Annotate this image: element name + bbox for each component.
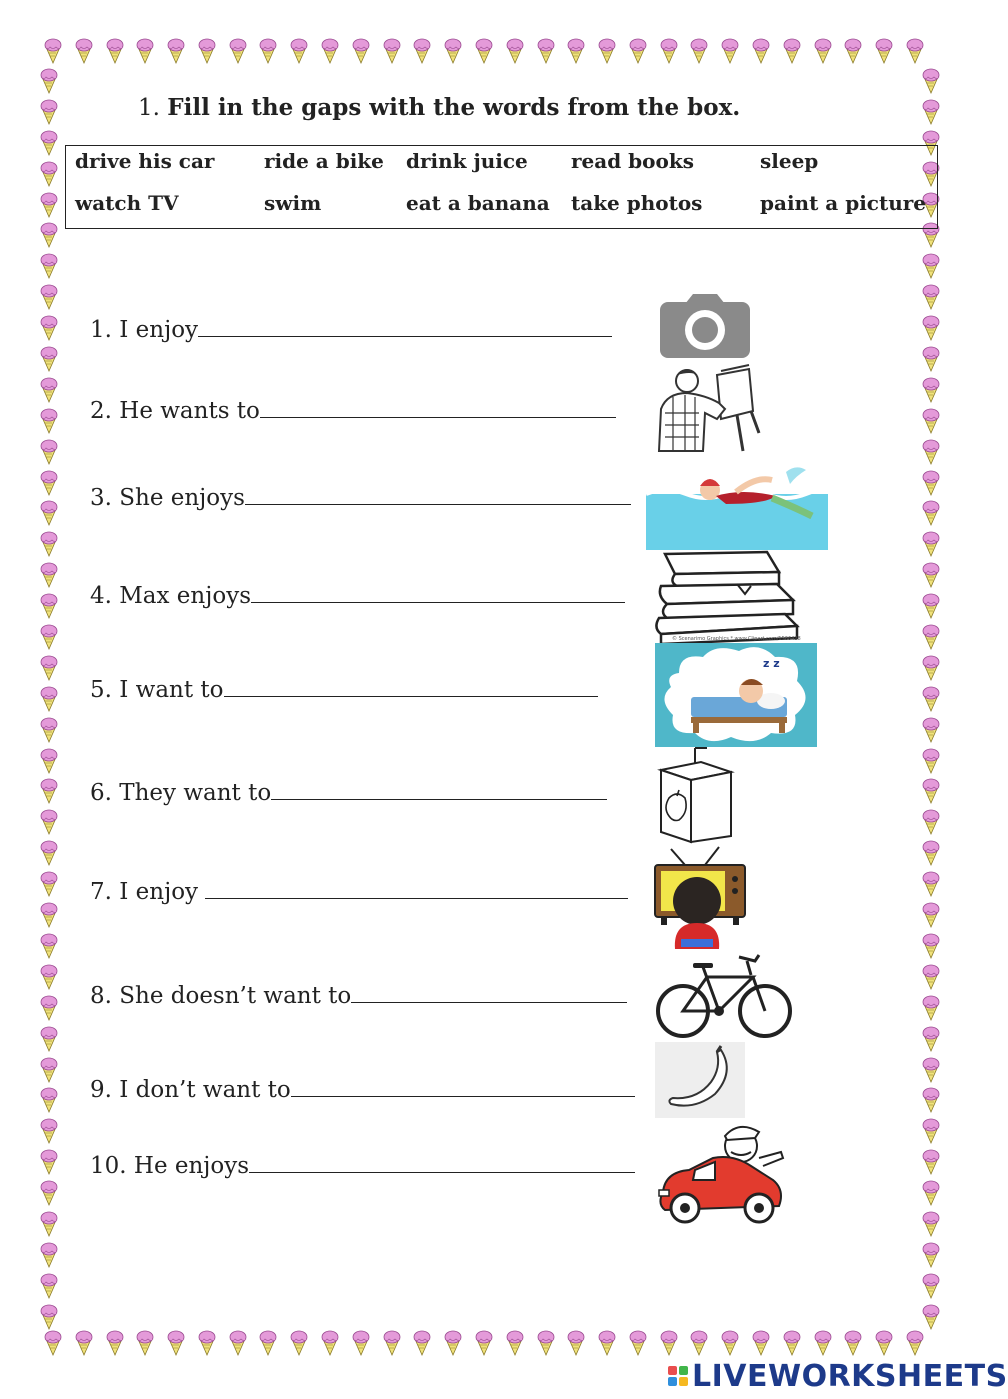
ice-cream-cone-icon	[506, 1330, 524, 1356]
ice-cream-cone-icon	[198, 38, 216, 64]
question-text: 5. I want to	[90, 677, 224, 703]
liveworksheets-logo-icon	[668, 1366, 688, 1386]
question-2	[90, 397, 616, 424]
ice-cream-cone-icon	[40, 840, 58, 866]
word-watch-tv: watch TV	[75, 191, 179, 215]
ice-cream-cone-icon	[875, 1330, 893, 1356]
ice-cream-cone-icon	[475, 1330, 493, 1356]
ice-cream-cone-icon	[40, 809, 58, 835]
exercise-instruction: Fill in the gaps with the words from the box.	[167, 94, 741, 121]
word-ride-a-bike: ride a bike	[264, 149, 384, 173]
ice-cream-cone-icon	[922, 1026, 940, 1052]
ice-cream-cone-icon	[40, 1211, 58, 1237]
pictures-caption: © Scenarimo Graphics * www.Clipart.com/1566428	[672, 636, 801, 642]
ice-cream-cone-icon	[40, 531, 58, 557]
ice-cream-cone-icon	[660, 1330, 678, 1356]
ice-cream-cone-icon	[922, 531, 940, 557]
ice-cream-cone-icon	[444, 38, 462, 64]
answer-blank[interactable]	[271, 779, 607, 800]
question-text: 1. I enjoy	[90, 317, 199, 343]
ice-cream-cone-icon	[906, 1330, 924, 1356]
ice-cream-cone-icon	[922, 346, 940, 372]
ice-cream-cone-icon	[721, 38, 739, 64]
ice-cream-cone-icon	[198, 1330, 216, 1356]
ice-cream-cone-icon	[413, 38, 431, 64]
ice-cream-cone-icon	[922, 439, 940, 465]
ice-cream-cone-icon	[922, 99, 940, 125]
ice-cream-cone-icon	[444, 1330, 462, 1356]
ice-cream-cone-icon	[922, 964, 940, 990]
question-text: 10. He enjoys	[90, 1153, 250, 1179]
ice-cream-cone-icon	[537, 1330, 555, 1356]
banana-icon	[655, 1042, 745, 1118]
ice-cream-cone-icon	[922, 1211, 940, 1237]
question-7	[90, 878, 628, 905]
ice-cream-cone-icon	[844, 1330, 862, 1356]
ice-cream-cone-icon	[40, 871, 58, 897]
question-text: 2. He wants to	[90, 398, 260, 424]
ice-cream-cone-icon	[875, 38, 893, 64]
ice-cream-cone-icon	[40, 995, 58, 1021]
ice-cream-cone-icon	[40, 500, 58, 526]
ice-cream-cone-icon	[567, 1330, 585, 1356]
tv-child-icon	[655, 845, 747, 949]
ice-cream-cone-icon	[598, 38, 616, 64]
ice-cream-cone-icon	[40, 161, 58, 187]
ice-cream-cone-icon	[922, 624, 940, 650]
ice-cream-cone-icon	[136, 38, 154, 64]
ice-cream-cone-icon	[922, 593, 940, 619]
ice-cream-cone-icon	[752, 1330, 770, 1356]
question-4	[90, 582, 625, 609]
ice-cream-cone-icon	[40, 192, 58, 218]
ice-cream-cone-icon	[922, 1242, 940, 1268]
word-drink-juice: drink juice	[406, 149, 528, 173]
ice-cream-cone-icon	[229, 38, 247, 64]
ice-cream-cone-icon	[75, 38, 93, 64]
word-sleep: sleep	[760, 149, 819, 173]
ice-cream-cone-icon	[40, 593, 58, 619]
answer-blank[interactable]	[245, 484, 631, 505]
ice-cream-cone-icon	[40, 1273, 58, 1299]
ice-cream-cone-icon	[922, 284, 940, 310]
exercise-number: 1.	[138, 95, 160, 121]
ice-cream-cone-icon	[40, 964, 58, 990]
ice-cream-cone-icon	[922, 377, 940, 403]
ice-cream-cone-icon	[40, 99, 58, 125]
answer-blank[interactable]	[251, 582, 625, 603]
ice-cream-cone-icon	[906, 38, 924, 64]
ice-cream-cone-icon	[75, 1330, 93, 1356]
ice-cream-cone-icon	[629, 1330, 647, 1356]
ice-cream-cone-icon	[321, 38, 339, 64]
ice-cream-cone-icon	[167, 38, 185, 64]
ice-cream-cone-icon	[167, 1330, 185, 1356]
question-text: 7. I enjoy	[90, 879, 206, 905]
ice-cream-cone-icon	[922, 933, 940, 959]
ice-cream-cone-icon	[40, 377, 58, 403]
camera-icon	[659, 292, 751, 360]
ice-cream-cone-icon	[40, 1149, 58, 1175]
ice-cream-cone-icon	[922, 871, 940, 897]
ice-cream-cone-icon	[814, 1330, 832, 1356]
answer-blank[interactable]	[351, 982, 627, 1003]
ice-cream-cone-icon	[629, 38, 647, 64]
ice-cream-cone-icon	[229, 1330, 247, 1356]
ice-cream-cone-icon	[922, 470, 940, 496]
ice-cream-cone-icon	[40, 1118, 58, 1144]
ice-cream-cone-icon	[922, 840, 940, 866]
ice-cream-cone-icon	[40, 902, 58, 928]
border-left	[40, 68, 60, 1330]
ice-cream-cone-icon	[660, 38, 678, 64]
question-6	[90, 779, 607, 806]
ice-cream-cone-icon	[40, 346, 58, 372]
word-box	[65, 145, 938, 229]
ice-cream-cone-icon	[40, 717, 58, 743]
ice-cream-cone-icon	[537, 38, 555, 64]
sleeping-child-icon	[655, 643, 817, 747]
question-5	[90, 676, 598, 703]
word-swim: swim	[264, 191, 322, 215]
ice-cream-cone-icon	[922, 1304, 940, 1330]
border-top	[44, 38, 924, 68]
juice-box-icon	[655, 746, 737, 846]
car-driver-icon	[655, 1118, 787, 1228]
ice-cream-cone-icon	[922, 717, 940, 743]
liveworksheets-logo	[668, 1358, 1008, 1394]
ice-cream-cone-icon	[40, 686, 58, 712]
ice-cream-cone-icon	[783, 38, 801, 64]
ice-cream-cone-icon	[40, 933, 58, 959]
ice-cream-cone-icon	[40, 1242, 58, 1268]
ice-cream-cone-icon	[922, 68, 940, 94]
ice-cream-cone-icon	[40, 655, 58, 681]
ice-cream-cone-icon	[40, 748, 58, 774]
ice-cream-cone-icon	[506, 38, 524, 64]
ice-cream-cone-icon	[106, 1330, 124, 1356]
word-eat-a-banana: eat a banana	[406, 191, 550, 215]
question-text: 8. She doesn’t want to	[90, 983, 352, 1009]
ice-cream-cone-icon	[922, 1118, 940, 1144]
question-text: 6. They want to	[90, 780, 272, 806]
ice-cream-cone-icon	[40, 439, 58, 465]
ice-cream-cone-icon	[40, 778, 58, 804]
ice-cream-cone-icon	[922, 902, 940, 928]
word-paint-a-picture: paint a picture	[760, 191, 927, 215]
ice-cream-cone-icon	[922, 408, 940, 434]
ice-cream-cone-icon	[922, 1180, 940, 1206]
ice-cream-cone-icon	[44, 38, 62, 64]
ice-cream-cone-icon	[40, 315, 58, 341]
ice-cream-cone-icon	[922, 315, 940, 341]
ice-cream-cone-icon	[922, 778, 940, 804]
ice-cream-cone-icon	[40, 562, 58, 588]
ice-cream-cone-icon	[40, 68, 58, 94]
question-text: 3. She enjoys	[90, 485, 245, 511]
question-text: 4. Max enjoys	[90, 583, 251, 609]
answer-blank[interactable]	[291, 1076, 635, 1097]
ice-cream-cone-icon	[290, 1330, 308, 1356]
border-right	[922, 68, 942, 1330]
question-text: 9. I don’t want to	[90, 1077, 291, 1103]
logo-text: LIVEWORKSHEETS	[692, 1358, 1008, 1394]
ice-cream-cone-icon	[40, 470, 58, 496]
ice-cream-cone-icon	[40, 1057, 58, 1083]
ice-cream-cone-icon	[40, 1026, 58, 1052]
word-drive-his-car: drive his car	[75, 149, 215, 173]
ice-cream-cone-icon	[383, 38, 401, 64]
ice-cream-cone-icon	[567, 38, 585, 64]
question-3	[90, 484, 631, 511]
ice-cream-cone-icon	[922, 809, 940, 835]
ice-cream-cone-icon	[598, 1330, 616, 1356]
word-read-books: read books	[571, 149, 694, 173]
ice-cream-cone-icon	[783, 1330, 801, 1356]
ice-cream-cone-icon	[922, 1149, 940, 1175]
ice-cream-cone-icon	[475, 38, 493, 64]
ice-cream-cone-icon	[383, 1330, 401, 1356]
swimmer-icon	[646, 462, 828, 550]
bicycle-icon	[655, 953, 793, 1039]
word-take-photos: take photos	[571, 191, 703, 215]
books-icon	[655, 548, 800, 644]
ice-cream-cone-icon	[721, 1330, 739, 1356]
svg-text:z z: z z	[763, 657, 780, 670]
ice-cream-cone-icon	[290, 38, 308, 64]
ice-cream-cone-icon	[922, 562, 940, 588]
ice-cream-cone-icon	[136, 1330, 154, 1356]
ice-cream-cone-icon	[40, 284, 58, 310]
ice-cream-cone-icon	[922, 1273, 940, 1299]
ice-cream-cone-icon	[814, 38, 832, 64]
answer-blank[interactable]	[224, 676, 598, 697]
ice-cream-cone-icon	[413, 1330, 431, 1356]
answer-blank[interactable]	[260, 397, 616, 418]
ice-cream-cone-icon	[922, 1087, 940, 1113]
ice-cream-cone-icon	[40, 222, 58, 248]
exercise-title	[138, 94, 740, 121]
ice-cream-cone-icon	[922, 686, 940, 712]
question-1	[90, 316, 612, 343]
ice-cream-cone-icon	[752, 38, 770, 64]
ice-cream-cone-icon	[922, 1057, 940, 1083]
ice-cream-cone-icon	[40, 1087, 58, 1113]
answer-blank[interactable]	[249, 1152, 635, 1173]
ice-cream-cone-icon	[922, 500, 940, 526]
ice-cream-cone-icon	[922, 748, 940, 774]
question-9	[90, 1076, 635, 1103]
painter-icon	[655, 363, 763, 453]
ice-cream-cone-icon	[922, 995, 940, 1021]
ice-cream-cone-icon	[690, 38, 708, 64]
border-bottom	[44, 1330, 924, 1360]
ice-cream-cone-icon	[40, 253, 58, 279]
ice-cream-cone-icon	[40, 624, 58, 650]
ice-cream-cone-icon	[259, 1330, 277, 1356]
ice-cream-cone-icon	[259, 38, 277, 64]
question-8	[90, 982, 627, 1009]
answer-blank[interactable]	[198, 316, 612, 337]
ice-cream-cone-icon	[844, 38, 862, 64]
ice-cream-cone-icon	[321, 1330, 339, 1356]
ice-cream-cone-icon	[40, 1180, 58, 1206]
ice-cream-cone-icon	[352, 1330, 370, 1356]
ice-cream-cone-icon	[922, 655, 940, 681]
ice-cream-cone-icon	[106, 38, 124, 64]
answer-blank[interactable]	[205, 878, 628, 899]
ice-cream-cone-icon	[44, 1330, 62, 1356]
ice-cream-cone-icon	[922, 253, 940, 279]
ice-cream-cone-icon	[40, 1304, 58, 1330]
ice-cream-cone-icon	[40, 130, 58, 156]
ice-cream-cone-icon	[40, 408, 58, 434]
ice-cream-cone-icon	[352, 38, 370, 64]
question-10	[90, 1152, 635, 1179]
ice-cream-cone-icon	[690, 1330, 708, 1356]
